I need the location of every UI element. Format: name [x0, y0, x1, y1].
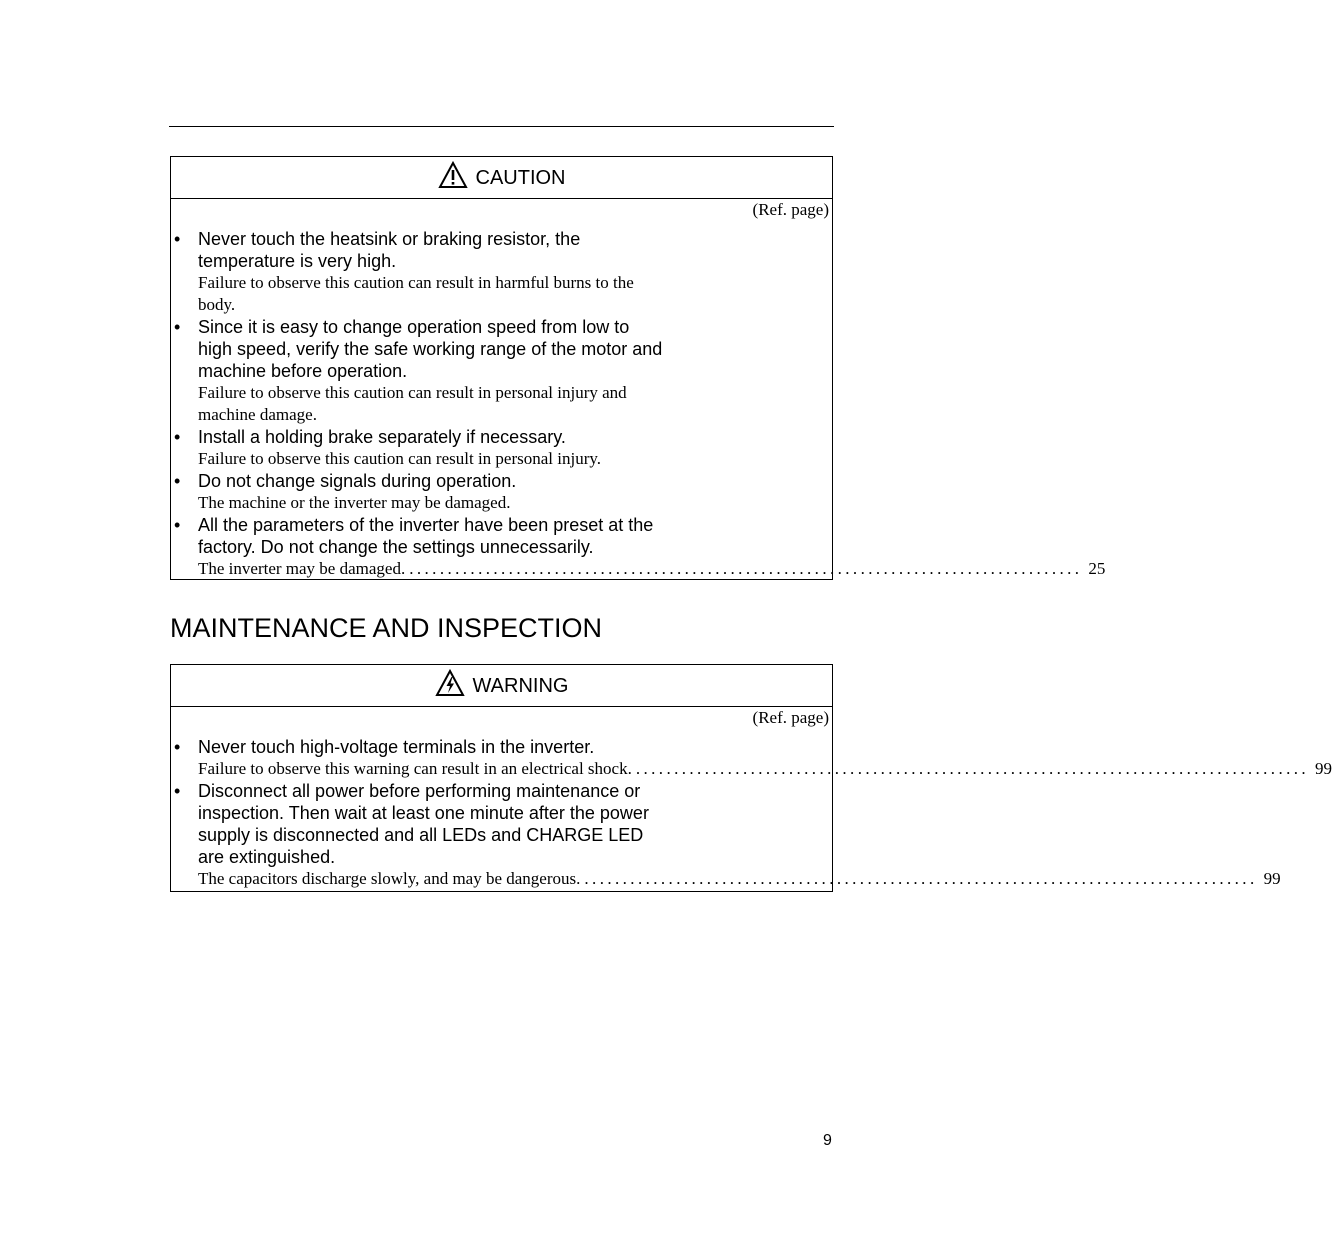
section-heading: MAINTENANCE AND INSPECTION [170, 613, 603, 643]
list-item [171, 780, 1281, 890]
bullet: • [174, 781, 181, 801]
bullet: • [174, 427, 181, 447]
list-item [171, 470, 832, 514]
caution-item-note: Failure to observe this caution can result in personal injury. [198, 449, 602, 468]
high-voltage-triangle-icon [435, 669, 465, 702]
caution-item-note: Failure to observe this caution can result in harmful burns to the body. [198, 273, 634, 314]
bullet: • [174, 471, 181, 491]
ref-page-number: 99 [1315, 759, 1332, 778]
warning-list [171, 736, 1332, 890]
page-number: 9 [823, 1132, 832, 1149]
ref-page-number: 99 [1263, 869, 1281, 888]
list-item [171, 514, 1106, 580]
dot-leader: ........................................................................................ [635, 759, 1310, 778]
caution-item-text: Do not change signals during operation. [198, 471, 517, 491]
bullet: • [174, 317, 181, 337]
caution-box [170, 156, 1106, 580]
dot-leader: ........................................................................................ [584, 869, 1258, 888]
list-item [171, 316, 832, 426]
caution-item-text: Never touch the heatsink or braking resistor, the temperature is very high. [198, 229, 581, 271]
caution-item-text: All the parameters of the inverter have been preset at the factory. Do not change the settings unnecessarily. [198, 515, 654, 557]
note-text: Failure to observe this warning can result in an electrical shock. [198, 759, 632, 778]
note-text: The inverter may be damaged. [198, 559, 406, 578]
caution-item-note [198, 558, 1106, 580]
list-item [171, 426, 832, 470]
warning-title: WARNING [472, 674, 569, 697]
warning-ref-label: (Ref. page) [752, 708, 829, 727]
list-item [171, 228, 832, 316]
caution-title: CAUTION [475, 166, 566, 189]
list-item [171, 736, 1332, 780]
caution-item-note: The machine or the inverter may be damaged. [198, 493, 511, 512]
warning-box [170, 664, 1332, 892]
caution-header [171, 157, 832, 199]
caution-ref-label: (Ref. page) [752, 200, 829, 219]
dot-leader: ........................................................................................ [409, 559, 1083, 578]
warning-item-note [198, 758, 1332, 780]
note-text: The capacitors discharge slowly, and may be dangerous. [198, 869, 581, 888]
warning-item-note [198, 868, 1281, 890]
warning-item-text: Disconnect all power before performing maintenance or inspection. Then wait at least one minute after the power supply is disconnected and all LEDs and CHARGE LED are extinguished. [198, 781, 649, 867]
bullet: • [174, 515, 181, 535]
caution-item-text: Since it is easy to change operation speed from low to high speed, verify the safe working range of the motor and machine before operation. [198, 317, 663, 381]
bullet: • [174, 737, 181, 757]
caution-list [171, 228, 1106, 580]
caution-item-text: Install a holding brake separately if necessary. [198, 427, 566, 447]
caution-triangle-icon [438, 161, 468, 194]
ref-page-number: 25 [1088, 559, 1106, 578]
warning-item-text: Never touch high-voltage terminals in the inverter. [198, 737, 595, 757]
header-rule [169, 126, 834, 127]
bullet: • [174, 229, 181, 249]
warning-header [171, 665, 832, 707]
caution-item-note: Failure to observe this caution can result in personal injury and machine damage. [198, 383, 627, 424]
